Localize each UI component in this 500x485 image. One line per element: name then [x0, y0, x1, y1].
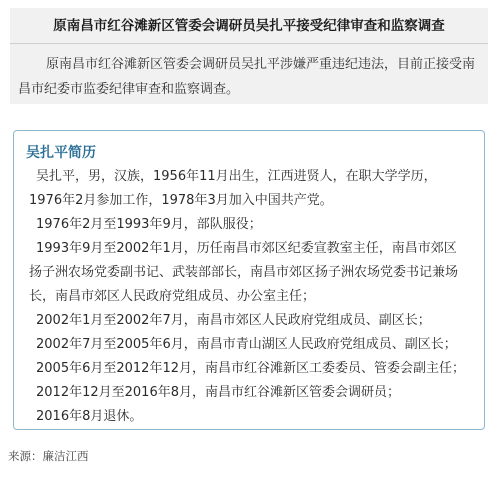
bio-line: 2005年6月至2012年12月，南昌市红谷滩新区工委委员、管委会副主任；	[36, 361, 465, 376]
bio-line: 长，南昌市郊区人民政府党组成员、办公室主任；	[29, 289, 316, 304]
news-body: 原南昌市红谷滩新区管委会调研员吴扎平涉嫌严重违纪违法，目前正接受南昌市纪委市监委纪律审查和监察调查。	[18, 57, 476, 97]
news-divider	[10, 43, 488, 44]
biography-card	[13, 130, 485, 430]
bio-line: 2002年1月至2002年7月，南昌市郊区人民政府党组成员、副区长；	[36, 313, 431, 328]
bio-line: 吴扎平，男，汉族，1956年11月出生，江西进贤人，在职大学学历，	[36, 169, 437, 184]
bio-line: 扬子洲农场党委副书记、武装部部长，南昌市郊区扬子洲农场党委书记兼场	[29, 265, 459, 280]
source-credit: 来源：廉洁江西	[8, 449, 89, 463]
news-headline: 原南昌市红谷滩新区管委会调研员吴扎平接受纪律审查和监察调查	[53, 18, 445, 34]
news-summary-box	[10, 8, 488, 104]
bio-line: 2012年12月至2016年8月，南昌市红谷滩新区管委会调研员；	[36, 385, 400, 400]
bio-line: 2016年8月退休。	[36, 409, 143, 424]
biography-title: 吴扎平简历	[26, 145, 96, 161]
bio-line: 1976年2月至1993年9月，部队服役；	[36, 217, 262, 232]
bio-line: 1993年9月至2002年1月，历任南昌市郊区纪委宣教室主任，南昌市郊区	[36, 241, 457, 256]
bio-line: 2002年7月至2005年6月，南昌市青山湖区人民政府党组成员、副区长；	[36, 337, 457, 352]
bio-line: 1976年2月参加工作，1978年3月加入中国共产党。	[29, 193, 333, 208]
